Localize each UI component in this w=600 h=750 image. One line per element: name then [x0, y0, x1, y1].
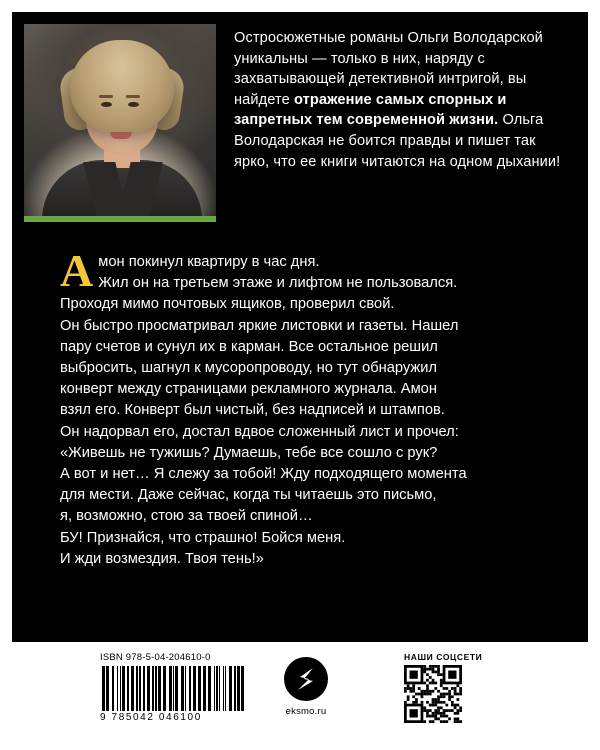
excerpt-line: Он надорвал его, достал вдвое сложенный лист и прочел:: [60, 423, 459, 440]
blurb-line: Ольга Володарская не боится правды: [234, 112, 544, 149]
footer-bar: [12, 642, 588, 738]
barcode-image: [100, 666, 248, 711]
excerpt-line: Жил он на третьем этаже и лифтом не пользовался.: [98, 275, 458, 292]
qr-code-icon[interactable]: [404, 665, 462, 723]
blurb-line: только в них, наряду с захватывающей: [234, 50, 485, 88]
header-block: [12, 12, 588, 234]
publisher-url[interactable]: eksmo.ru: [285, 706, 327, 717]
blurb-line: Остросюжетные романы: [234, 30, 404, 46]
social-block: [404, 652, 500, 723]
excerpt-line: «Живешь не тужишь? Думаешь, тебе все сошло с рук?: [60, 444, 438, 461]
excerpt-line: И жди возмездия. Твоя тень!»: [60, 550, 264, 567]
excerpt-line: для мести. Даже сейчас, когда ты читаешь это письмо,: [60, 487, 437, 504]
excerpt-line: пару счетов и сунул их в карман. Все остальное решил: [60, 338, 438, 355]
eye-left: [101, 102, 112, 107]
author-blurb: [234, 28, 574, 172]
excerpt-line: БУ! Признайся, что страшно! Бойся меня.: [60, 529, 346, 546]
cover-artwork: [12, 12, 588, 738]
excerpt-line: А вот и нет… Я слежу за тобой! Жду подходящего момента: [60, 466, 467, 483]
excerpt-line: конверт между страницами рекламного журнала. Амон: [60, 381, 437, 398]
drop-cap: А: [60, 245, 94, 296]
blurb-line: и запретных тем современной жизни.: [234, 91, 507, 129]
mouth-shape: [110, 132, 132, 139]
excerpt-line: я, возможно, стою за твоей спиной…: [60, 508, 313, 525]
excerpt-line: Проходя мимо почтовых ящиков, проверил свой.: [60, 296, 395, 313]
isbn-text: ISBN 978-5-04-204610-0: [100, 652, 211, 663]
green-accent-bar: [24, 216, 216, 222]
author-photo: [24, 24, 216, 222]
social-label: НАШИ СОЦСЕТИ: [404, 652, 483, 662]
blurb-line: Ольги Володарской уникальны —: [234, 30, 543, 67]
eksmo-logo-icon: [283, 656, 329, 702]
eyebrow-right: [126, 95, 140, 98]
book-excerpt: [60, 245, 560, 570]
blurb-line: детективной интригой, вы найдете: [234, 71, 527, 108]
excerpt-line: взял его. Конверт был чистый, без надписей и штампов.: [60, 402, 445, 419]
blurb-line: и пишет так ярко, что ее книги: [234, 132, 536, 170]
publisher-logo-block: [274, 656, 338, 717]
eyebrow-left: [99, 95, 113, 98]
excerpt-line: Он быстро просматривал яркие листовки и газеты. Нашел: [60, 317, 459, 334]
isbn-block: [100, 652, 248, 723]
blurb-line: отражение самых спорных: [293, 91, 494, 108]
hair-shape: [70, 40, 174, 132]
eye-right: [128, 102, 139, 107]
barcode-digits: 9 785042 046100: [100, 712, 202, 723]
blurb-line: читаются на одном дыхании!: [361, 153, 561, 170]
excerpt-line: выбросить, шагнул к мусоропроводу, но тут обнаружил: [60, 360, 438, 377]
excerpt-first-line: мон покинул квартиру в час дня.: [98, 254, 320, 270]
